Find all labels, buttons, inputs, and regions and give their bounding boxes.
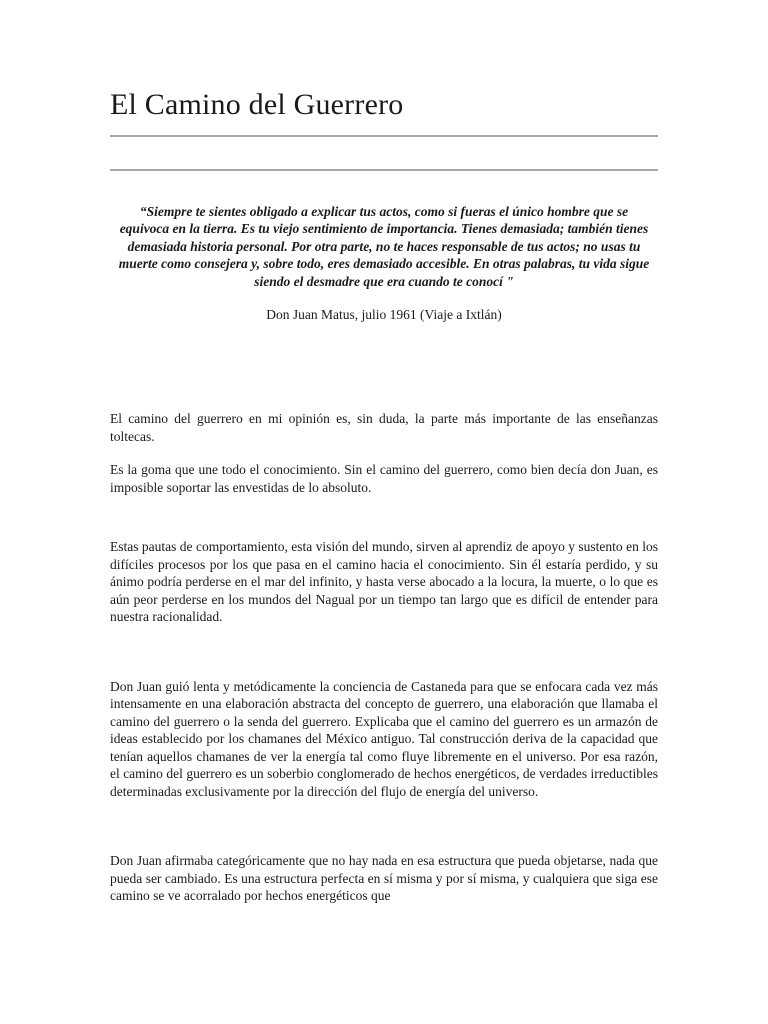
title-divider-top [110, 135, 658, 137]
paragraph-5: Don Juan afirmaba categóricamente que no hay nada en esa estructura que pueda objetarse, nada que pueda ser cambiado. Es una estructura perfecta en sí misma y por sí misma, y cualquiera que siga ese camino se ve acorralado por hechos energéticos que [110, 853, 658, 904]
paragraph-3: Estas pautas de comportamiento, esta visión del mundo, sirven al aprendiz de apoyo y sustento en los difíciles procesos por los que pasa en el camino hacia el conocimiento. Sin él estaría perdido, y su ánimo podría perderse en el mar del infinito, y hasta verse abocado a la locura, la muerte, o lo que es aún peor perderse en los mundos del Nagual por un tiempo tan largo que es difícil de entender para nuestra racionalidad. [110, 539, 658, 625]
paragraph-4: Don Juan guió lenta y metódicamente la conciencia de Castaneda para que se enfocara cada vez más intensamente en una elaboración abstracta del concepto de guerrero, una elaboración que llamaba el camino del guerrero o la senda del guerrero. Explicaba que el camino del guerrero es un armazón de ideas establecido por los chamanes del México antiguo. Tal construcción deriva de la capacidad que tenían aquellos chamanes de ver la energía tal como fluye libremente en el universo. Por esa razón, el camino del guerrero es un soberbio conglomerado de hechos energéticos, de verdades irreductibles determinadas exclusivamente por la dirección del flujo de energía del universo. [110, 678, 658, 799]
title-divider-bottom [110, 169, 658, 171]
epigraph-attribution: Don Juan Matus, julio 1961 (Viaje a Ixtlán) [266, 307, 502, 323]
paragraph-2: Es la goma que une todo el conocimiento. Sin el camino del guerrero, como bien decía don Juan, es imposible soportar las envestidas de lo absoluto. [110, 462, 658, 495]
body-text [110, 410, 658, 905]
epigraph-quote: “Siempre te sientes obligado a explicar tus actos, como si fueras el único hombre que se equivoca en la tierra. Es tu viejo sentimiento de importancia. Tienes demasiada; también tienes demasiada historia personal. Por otra parte, no te haces responsable de tus actos; no usas tu muerte como consejera y, sobre todo, eres demasiado accesible. En otras palabras, tu vida sigue siendo el desmadre que era cuando te conocí " [118, 204, 650, 289]
paragraph-1: El camino del guerrero en mi opinión es, sin duda, la parte más importante de las enseñanzas toltecas. [110, 411, 658, 444]
document-title: El Camino del Guerrero [110, 88, 404, 121]
